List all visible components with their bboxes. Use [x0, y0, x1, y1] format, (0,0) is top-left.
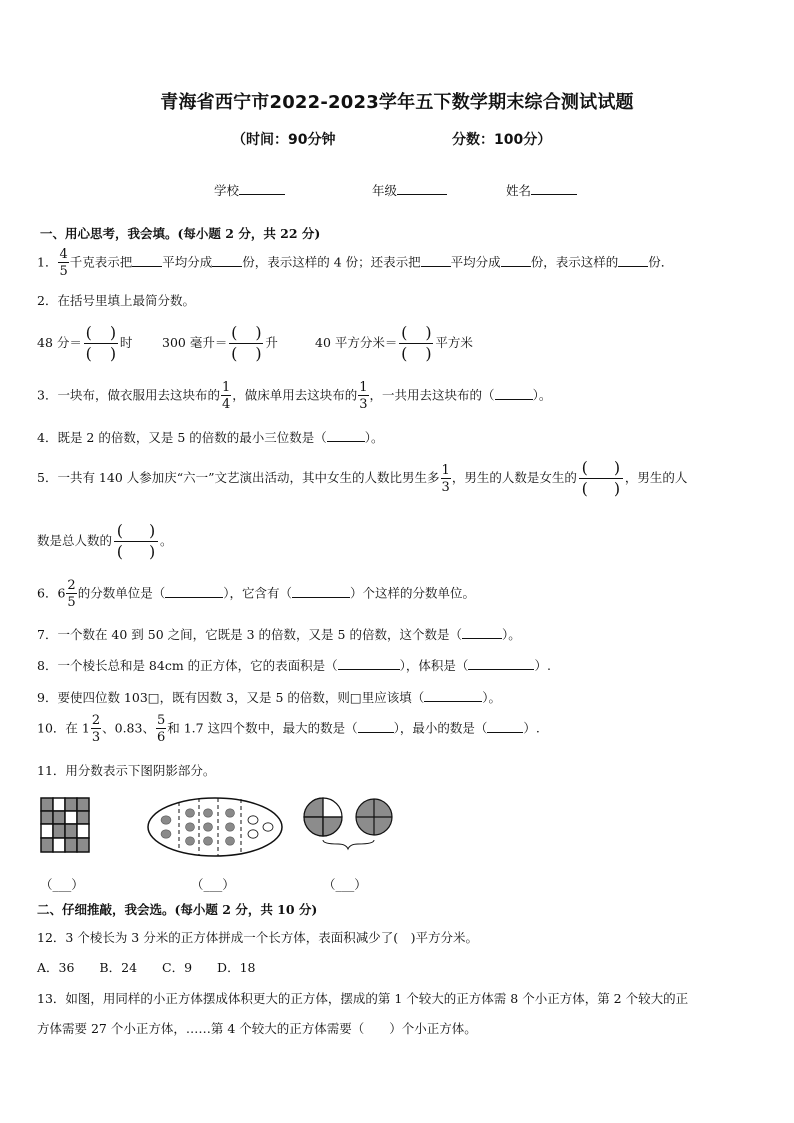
question-5-line-1: 5．一共有 140 人参加庆“六一”文艺演出活动，其中女生的人数比男生多 $\frac{1}{3}$ ，男生的人数是女生的 ( ) ( ) ，男生的人	[37, 458, 688, 498]
question-2: 2．在括号里填上最简分数。	[37, 293, 195, 308]
figure-circles	[302, 796, 394, 852]
name-label: 姓名	[506, 183, 532, 198]
school-field	[214, 181, 285, 199]
question-10: 10．在 1 $\frac{2}{3}$ 、0.83、 $\frac{5}{6}$ 和 1.7 这四个数中，最大的数是（ ），最小的数是（ ）.	[37, 713, 540, 745]
question-2-part-a: 48 分＝ ( ) ( ) 时	[37, 323, 133, 363]
question-12: 12．3 个棱长为 3 分米的正方体拼成一个长方体，表面积减少了( )平方分米。	[37, 930, 478, 945]
question-13-line-2: 方体需要 27 个小正方体，……第 4 个较大的正方体需要（ ）个小正方体。	[37, 1021, 477, 1036]
question-4: 4．既是 2 的倍数，又是 5 的倍数的最小三位数是（ ）。	[37, 430, 384, 445]
question-6: 6．6 $\frac{2}{5}$ 的分数单位是（ ），它含有（ ）个这样的分数单位。	[37, 578, 475, 610]
question-1: 1． $\frac{4}{5}$ 千克表示把 平均分成 份，表示这样的 4 份；还表示把 平均分成 份，表示这样的 份．	[37, 247, 674, 279]
q11-answer-2[interactable]: （___）	[191, 877, 235, 892]
question-12-options: A．36 B．24 C．9 D．18	[37, 960, 256, 975]
exam-time: （时间：90分钟	[232, 132, 336, 148]
question-2-part-c: 40 平方分米＝ ( ) ( ) 平方米	[315, 323, 473, 363]
section-2-heading: 二、仔细推敲，我会选。(每小题 2 分，共 10 分)	[37, 902, 318, 917]
question-11: 11．用分数表示下图阴影部分。	[37, 763, 216, 778]
question-8: 8．一个棱长总和是 84cm 的正方体，它的表面积是（ ），体积是（ ）.	[37, 658, 551, 673]
grade-field	[372, 181, 447, 199]
question-3: 3．一块布，做衣服用去这块布的 $\frac{1}{4}$ ，做床单用去这块布的 $\frac{1}{3}$ ，一共用去这块布的（ ）。	[37, 380, 552, 412]
question-7: 7．一个数在 40 到 50 之间，它既是 3 的倍数，又是 5 的倍数，这个数是（ ）。	[37, 627, 521, 642]
section-1-heading: 一、用心思考，我会填。(每小题 2 分，共 22 分)	[40, 226, 321, 241]
q11-answer-3[interactable]: （___）	[323, 877, 367, 892]
q11-answer-1[interactable]: （___）	[40, 877, 84, 892]
question-13-line-1: 13．如图，用同样的小正方体摆成体积更大的正方体，摆成的第 1 个较大的正方体需 8 个小正方体，第 2 个较大的正	[37, 991, 689, 1006]
exam-score: 分数：100分）	[452, 132, 552, 148]
question-9: 9．要使四位数 103□，既有因数 3，又是 5 的倍数，则□里应该填（ ）。	[37, 690, 501, 705]
figure-oval-dots	[146, 796, 286, 858]
question-5-line-2: 数是总人数的 ( ) ( ) 。	[37, 521, 173, 561]
school-label: 学校	[214, 183, 240, 198]
figure-grid	[40, 797, 90, 853]
page-title: 青海省西宁市2022-2023学年五下数学期末综合测试试题	[160, 92, 634, 113]
name-field	[506, 181, 577, 199]
grade-label: 年级	[372, 183, 398, 198]
question-2-part-b: 300 毫升＝ ( ) ( ) 升	[162, 323, 278, 363]
